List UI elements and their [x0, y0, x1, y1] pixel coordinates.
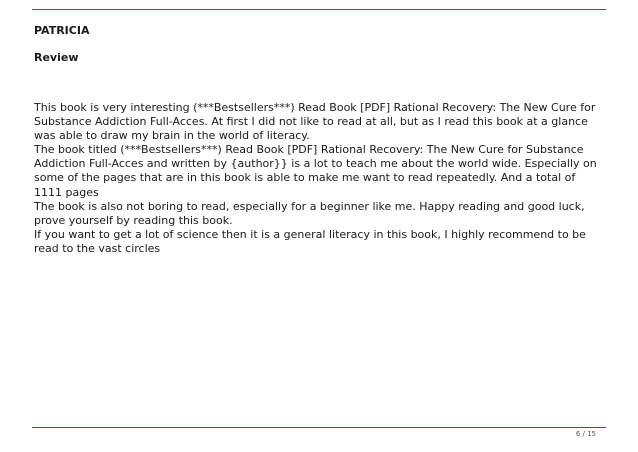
review-paragraph: If you want to get a lot of science then it is a general literacy in this book, I highly recommend to be read to the vast circles [34, 227, 586, 255]
review-body [34, 101, 606, 256]
review-paragraph: This book is very interesting (***Bestsellers***) Read Book [PDF] Rational Recovery: The New Cure for Substance Addiction Full-Acces. At first I did not like to read at all, but as I read this book at a glance was able to draw my brain in the world of literacy. [34, 101, 596, 143]
review-paragraph: The book is also not boring to read, especially for a beginner like me. Happy reading and good luck, prove yourself by reading this book. [34, 199, 585, 227]
header-rule [32, 9, 606, 10]
review-paragraph: The book titled (***Bestsellers***) Read Book [PDF] Rational Recovery: The New Cure for Substance Addiction Full-Acces and written by {author}} is a lot to teach me about the world wide. Especially on some of the pages that are in this book is able to make me want to read repeatedly. And a total of 1111 pages [34, 143, 597, 199]
section-title: Review [34, 51, 79, 64]
page-indicator: 6 / 15 [575, 430, 596, 438]
footer-rule [32, 427, 606, 428]
author-name: PATRICIA [34, 24, 90, 37]
